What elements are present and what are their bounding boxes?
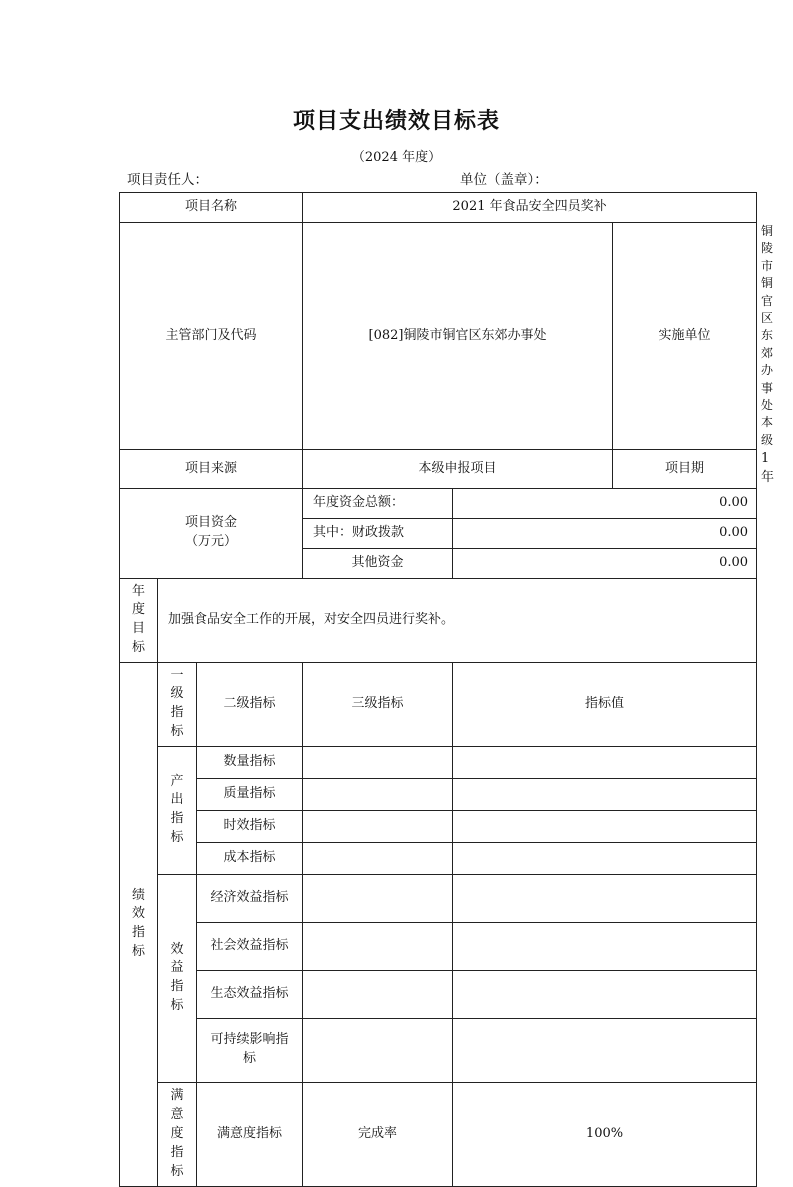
ecological-level3-cell: [303, 970, 453, 1018]
benefit-indicators-label: 效 益 指 标: [158, 874, 197, 1082]
fund-total-label: 年度资金总额：: [303, 488, 453, 518]
row-fund-total: [120, 488, 757, 518]
fund-other-label: 其他资金: [303, 548, 453, 578]
row-benefit-sustainable: [120, 1018, 757, 1082]
row-source: 项目来源 本级申报项目 项目期 1 年: [120, 450, 757, 489]
department-label: 主管部门及代码: [120, 223, 303, 450]
row-output-quality: [120, 778, 757, 810]
ecological-value-cell: [453, 970, 757, 1018]
project-name-label: 项目名称: [120, 193, 303, 223]
row-benefit-ecological: [120, 970, 757, 1018]
satisfaction-level3: 完成率: [303, 1082, 453, 1186]
quantity-indicator: 数量指标: [197, 746, 303, 778]
quality-value-cell: [453, 778, 757, 810]
cost-level3-cell: [303, 842, 453, 874]
fund-other-value: 0.00: [453, 548, 757, 578]
level3-header: 三级指标: [303, 662, 453, 746]
quality-indicator: 质量指标: [197, 778, 303, 810]
performance-target-table: [119, 192, 775, 1187]
annual-goal-label: 年 度 目 标: [120, 578, 158, 662]
timeliness-indicator: 时效指标: [197, 810, 303, 842]
row-output-quantity: [120, 746, 757, 778]
satisfaction-indicators-label: 满 意 度 指 标: [158, 1082, 197, 1186]
project-source-value: 本级申报项目: [303, 450, 613, 489]
project-name-value: 2021 年食品安全四员奖补: [303, 193, 757, 223]
performance-indicators-label: 绩 效 指 标: [120, 662, 158, 1186]
timeliness-value-cell: [453, 810, 757, 842]
fund-fiscal-value: 0.00: [453, 518, 757, 548]
ecological-benefit-indicator: 生态效益指标: [197, 970, 303, 1018]
cost-indicator: 成本指标: [197, 842, 303, 874]
sustainable-impact-indicator: 可持续影响指 标: [197, 1018, 303, 1082]
economic-benefit-indicator: 经济效益指标: [197, 874, 303, 922]
fund-fiscal-label: 其中：财政拨款: [303, 518, 453, 548]
social-value-cell: [453, 922, 757, 970]
form-title: 项目支出绩效目标表: [292, 109, 500, 134]
project-period-label: 项目期: [613, 450, 757, 489]
quality-level3-cell: [303, 778, 453, 810]
social-benefit-indicator: 社会效益指标: [197, 922, 303, 970]
project-funds-label: [120, 488, 303, 578]
row-benefit-social: [120, 922, 757, 970]
funds-label-line1: 项目资金: [185, 515, 238, 531]
sustainable-level3-cell: [303, 1018, 453, 1082]
row-output-cost: [120, 842, 757, 874]
form-year: （2024 年度）: [351, 150, 442, 165]
economic-level3-cell: [303, 874, 453, 922]
impl-unit-label: 实施单位: [613, 223, 757, 450]
quantity-value-cell: [453, 746, 757, 778]
project-source-label: 项目来源: [120, 450, 303, 489]
unit-seal-label: 单位（盖章）：: [460, 172, 548, 188]
row-department: 主管部门及代码 [082]铜陵市铜官区东郊办事处 实施单位 铜陵市铜官区东郊办事处本级: [120, 223, 757, 450]
row-annual-goal: [120, 578, 757, 662]
cost-value-cell: [453, 842, 757, 874]
fund-total-value: 0.00: [453, 488, 757, 518]
row-indicator-header: [120, 662, 757, 746]
economic-value-cell: [453, 874, 757, 922]
responsible-person-label: 项目责任人：: [127, 172, 208, 188]
level2-header: 二级指标: [197, 662, 303, 746]
row-satisfaction: [120, 1082, 757, 1186]
funds-label-line2: （万元）: [185, 534, 238, 550]
value-header: 指标值: [453, 662, 757, 746]
satisfaction-level2: 满意度指标: [197, 1082, 303, 1186]
row-output-timeliness: [120, 810, 757, 842]
annual-goal-text: 加强食品安全工作的开展，对安全四员进行奖补。: [158, 578, 757, 662]
level1-header: 一 级 指 标: [158, 662, 197, 746]
department-value: [082]铜陵市铜官区东郊办事处: [303, 223, 613, 450]
sustainable-value-cell: [453, 1018, 757, 1082]
social-level3-cell: [303, 922, 453, 970]
output-indicators-label: 产 出 指 标: [158, 746, 197, 874]
quantity-level3-cell: [303, 746, 453, 778]
satisfaction-value: 100%: [453, 1082, 757, 1186]
row-project-name: [120, 193, 757, 223]
row-benefit-economic: [120, 874, 757, 922]
timeliness-level3-cell: [303, 810, 453, 842]
